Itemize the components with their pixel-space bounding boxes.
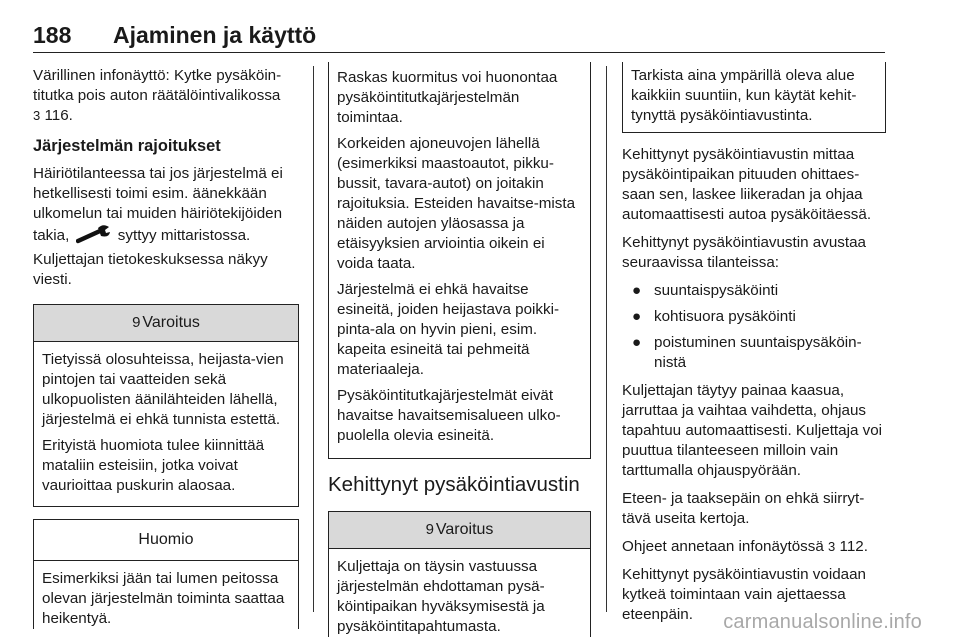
column-divider <box>606 66 607 612</box>
paragraph: Ohjeet annetaan infonäytössä 3 112. <box>622 538 868 555</box>
section-heading: Järjestelmän rajoitukset <box>33 137 221 155</box>
chapter-title: Ajaminen ja käyttö <box>113 22 317 48</box>
box-text: Tarkista aina ympärillä oleva alue kaikkiin suuntiin, kun käytät kehit-tynyttä pysäköintiavustinta. <box>631 67 857 124</box>
warning-text: Erityistä huomiota tulee kiinnittää mataliin esteisiin, jotka voivat vaurioittaa puskurin alaosaa. <box>42 437 265 494</box>
page-ref: 116. <box>44 107 73 124</box>
paragraph: Eteen- ja taaksepäin on ehkä siirryt-tävä useita kertoja. <box>622 490 865 527</box>
page-ref-arrow: 3 <box>33 108 41 123</box>
warning-icon: 9 <box>425 521 434 538</box>
column-3 <box>622 66 886 633</box>
warning-box <box>33 304 299 507</box>
warning-title: Varoitus <box>142 314 200 331</box>
page-header <box>33 22 885 53</box>
column-1 <box>33 66 299 635</box>
note-text: Esimerkiksi jään tai lumen peitossa olevan järjestelmän toiminta saattaa heikentyä. <box>42 570 285 627</box>
box-text: Järjestelmä ei ehkä havaitse esineitä, joiden heijastava poikki-pinta-ala on hyvin pieni, esim. kapeita esineitä tai pehmeitä materiaaleja. <box>337 281 560 378</box>
warning-header <box>34 305 298 342</box>
paragraph: Kehittynyt pysäköintiavustin avustaa seuraavissa tilanteissa: <box>622 234 866 271</box>
warning-text: Tietyissä olosuhteissa, heijasta-vien pintojen tai vaatteiden sekä ulkopuolisten äänilähteiden lähellä, järjestelmä ei ehkä tunnista estettä. <box>42 351 284 428</box>
warning-text: Kuljettaja on täysin vastuussa järjestelmän ehdottaman pysä-köintipaikan hyväksymisestä ja pysäköintitapahtumasta. <box>337 558 545 635</box>
warning-box <box>328 511 591 637</box>
warning-continuation-box <box>622 62 886 133</box>
box-text: Korkeiden ajoneuvojen lähellä (esimerkiksi maastoautot, pikku-bussit, tavara-autot) on joitakin rajoituksia. Esteiden havaitse-mista näiden autojen yläosassa ja etäisyyksien arviointia oikein ei voida taata. <box>337 135 576 272</box>
paragraph: Kuljettajan täytyy painaa kaasua, jarruttaa ja vaihtaa vaihdetta, ohjaus tapahtuu automaattisesti. Kuljettaja voi puuttua tilanteeseen milloin vain tarttumalla ohjauspyörään. <box>622 382 883 479</box>
intro-paragraph: Värillinen infonäyttö: Kytke pysäköin-titutka pois auton räätälöintivalikossa 3 116. <box>33 67 282 124</box>
list-item: ● poistuminen suuntaispysäköin-nistä <box>632 334 862 371</box>
box-text: Pysäköintitutkajärjestelmät eivät havaitse havaitsemisalueen ulko-puolella olevia esineitä. <box>337 387 561 444</box>
column-2 <box>328 66 591 643</box>
warning-continuation-box <box>328 62 591 459</box>
column-divider <box>313 66 314 612</box>
wrench-icon <box>76 224 112 250</box>
limitations-paragraph: Häiriötilanteessa tai jos järjestelmä ei hetkellisesti toimi esim. äänekkään ulkomelun tai muiden häiriötekijöiden takia, syttyy mittaristossa. Kuljettajan tietokeskuksessa näkyy viesti. <box>33 165 283 288</box>
page-ref-arrow: 3 <box>828 539 836 554</box>
paragraph: Kehittynyt pysäköintiavustin mittaa pysäköintipaikan pituuden ohittaes-saan sen, laskee liikeradan ja ohjaa automaattisesti autoa pysäköitäessä. <box>622 146 872 223</box>
bullet-list <box>622 281 886 373</box>
section-heading: Kehittynyt pysäköintiavustin <box>328 473 580 496</box>
warning-icon: 9 <box>132 314 141 331</box>
note-header <box>34 520 298 561</box>
list-item: ● kohtisuora pysäköinti <box>632 308 796 325</box>
page-number: 188 <box>33 22 72 48</box>
page-ref: 112. <box>839 538 868 555</box>
paragraph: Kehittynyt pysäköintiavustin voidaan kytkeä toimintaan vain ajettaessa eteenpäin. <box>622 566 866 623</box>
note-box <box>33 519 299 629</box>
watermark: carmanualsonline.info <box>723 611 922 633</box>
warning-title: Varoitus <box>435 521 494 538</box>
note-title: Huomio <box>138 531 194 548</box>
warning-header <box>329 512 590 549</box>
box-text: Raskas kuormitus voi huonontaa pysäköintitutkajärjestelmän toimintaa. <box>337 69 558 126</box>
list-item: ● suuntaispysäköinti <box>632 282 779 299</box>
